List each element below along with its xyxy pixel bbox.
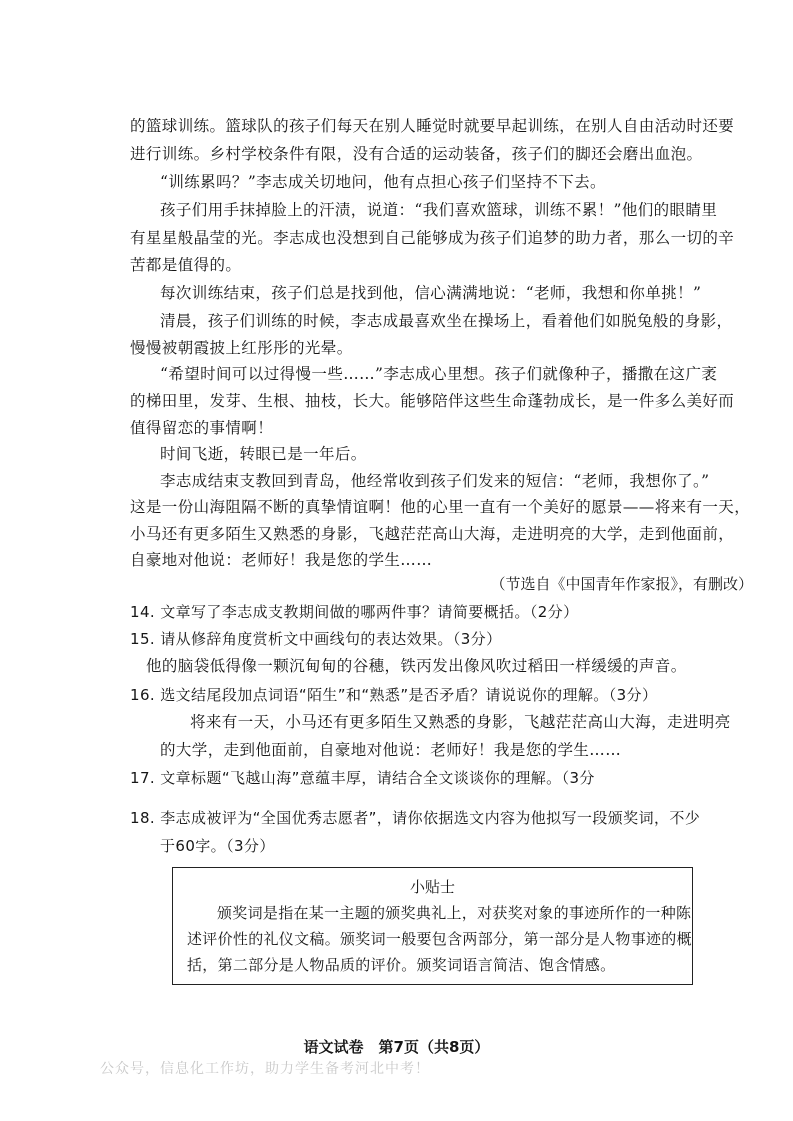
question-15: 15. 请从修辞角度赏析文中画线句的表达效果。（3分） [130, 630, 502, 648]
passage-line-3: “训练累吗？”李志成关切地问，他有点担心孩子们坚持不下去。 [160, 173, 606, 191]
tip-line-1: 颁奖词是指在某一主题的颁奖典礼上，对获奖对象的事迹所作的一种陈 [217, 904, 692, 922]
question-18-line-1: 18. 李志成被评为“全国优秀志愿者”，请你依据选文内容为他拟写一段颁奖词，不少 [130, 809, 701, 827]
passage-line-12: 值得留恋的事情啊！ [130, 419, 274, 437]
question-15-quote: 他的脑袋低得像一颗沉甸甸的谷穗，铁丙发出像风吹过稻田一样缓缓的声音。 [146, 657, 687, 675]
passage-line-13: 时间飞逝，转眼已是一年后。 [160, 445, 367, 463]
question-18-line-2: 于60字。（3分） [160, 837, 275, 855]
passage-line-11: 的梯田里，发芽、生根、抽枝，长大。能够陪伴这些生命蓬勃成长，是一件多么美好而 [130, 392, 735, 410]
passage-line-4: 孩子们用手抹掉脸上的汗渍，说道：“我们喜欢篮球，训练不累！”他们的眼睛里 [160, 201, 718, 219]
question-16-quote-line-2: 的大学，走到他面前，自豪地对他说：老师好！我是您的学生…… [160, 741, 622, 759]
passage-line-17: 自豪地对他说：老师好！我是您的学生…… [130, 551, 433, 569]
question-17: 17. 文章标题“飞越山海”意蕴丰厚，请结合全文谈谈你的理解。（3分 [130, 769, 595, 787]
passage-line-7: 每次训练结束，孩子们总是找到他，信心满满地说：“老师，我想和你单挑！” [160, 284, 702, 302]
question-16-quote-line-1: 将来有一天，小马还有更多陌生又熟悉的身影，飞越茫茫高山大海，走进明亮 [190, 713, 731, 731]
tip-line-2: 述评价性的礼仪文稿。颁奖词一般要包含两部分，第一部分是人物事迹的概 [187, 930, 692, 948]
passage-line-15: 这是一份山海阻隔不断的真挚情谊啊！他的心里一直有一个美好的愿景——将来有一天， [130, 498, 751, 516]
question-16: 16. 选文结尾段加点词语“陌生”和“熟悉”是否矛盾？请说说你的理解。（3分） [130, 686, 658, 704]
page-footer: 语文试卷 第7页（共8页） [303, 1038, 490, 1056]
passage-line-6: 苦都是值得的。 [130, 256, 242, 274]
passage-line-14: 李志成结束支教回到青岛，他经常收到孩子们发来的短信：“老师，我想你了。” [160, 472, 710, 490]
tip-title: 小贴士 [409, 878, 455, 896]
passage-line-10: “希望时间可以过得慢一些……”李志成心里想。孩子们就像种子，播撒在这广袤 [160, 365, 718, 383]
tip-box [172, 867, 693, 985]
passage-line-9: 慢慢被朝霞披上红彤彤的光晕。 [130, 339, 353, 357]
passage-line-5: 有星星般晶莹的光。李志成也没想到自己能够成为孩子们追梦的助力者，那么一切的辛 [130, 229, 735, 247]
passage-line-2: 进行训练。乡村学校条件有限，没有合适的运动装备，孩子们的脚还会磨出血泡。 [130, 145, 703, 163]
watermark: 公众号，信息化工作坊，助力学生备考河北中考！ [100, 1061, 430, 1077]
question-14: 14. 文章写了李志成支教期间做的哪两件事？请简要概括。（2分） [130, 603, 579, 621]
passage-line-8: 清晨，孩子们训练的时候，李志成最喜欢坐在操场上，看着他们如脱兔般的身影， [160, 312, 733, 330]
passage-line-16: 小马还有更多陌生又熟悉的身影，飞越茫茫高山大海，走进明亮的大学，走到他面前， [130, 525, 735, 543]
passage-line-1: 的篮球训练。篮球队的孩子们每天在别人睡觉时就要早起训练，在别人自由活动时还要 [130, 117, 735, 135]
tip-line-3: 括，第二部分是人物品质的评价。颁奖词语言简洁、饱含情感。 [187, 956, 616, 974]
passage-source: （节选自《中国青年作家报》，有删改） [490, 575, 753, 593]
